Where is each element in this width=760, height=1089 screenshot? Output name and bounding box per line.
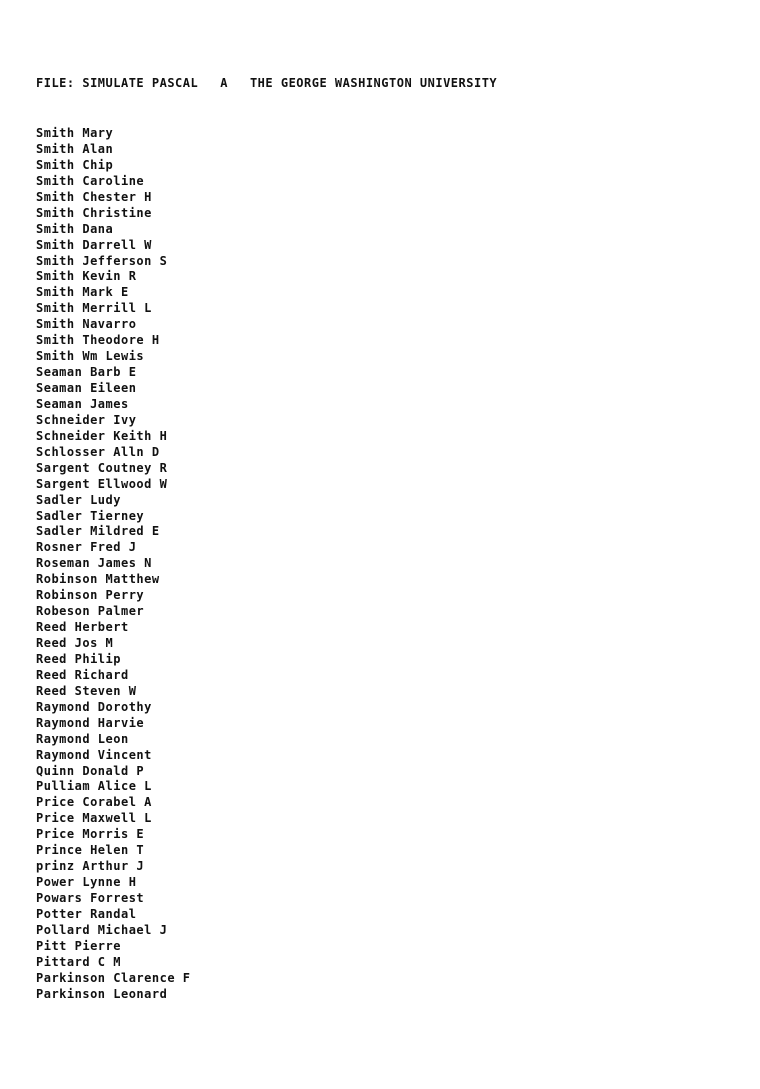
institution-name: THE GEORGE WASHINGTON UNIVERSITY bbox=[249, 76, 498, 90]
list-item: Reed Richard bbox=[36, 667, 129, 682]
list-item: Raymond Vincent bbox=[36, 747, 152, 762]
list-item: Potter Randal bbox=[36, 906, 137, 921]
list-item: Schneider Keith H bbox=[36, 428, 168, 443]
list-item: Parkinson Clarence F bbox=[36, 970, 191, 985]
list-item: Smith Mary bbox=[36, 126, 114, 140]
list-item: Sadler Ludy bbox=[36, 492, 121, 507]
list-item: Smith Chester H bbox=[36, 189, 152, 204]
list-item: Schneider Ivy bbox=[36, 412, 137, 427]
list-item: Quinn Donald P bbox=[36, 763, 145, 778]
file-label: FILE: SIMULATE PASCAL bbox=[36, 76, 199, 90]
list-item: Roseman James N bbox=[36, 556, 152, 571]
list-item: Smith Merrill L bbox=[36, 301, 152, 316]
list-item: Smith Dana bbox=[36, 221, 114, 236]
list-item: Raymond Leon bbox=[36, 731, 129, 746]
list-item: Robeson Palmer bbox=[36, 604, 145, 619]
list-item: Sadler Tierney bbox=[36, 508, 145, 523]
list-item: Robinson Matthew bbox=[36, 572, 160, 587]
list-item: Smith Mark E bbox=[36, 285, 129, 300]
list-item: Pollard Michael J bbox=[36, 922, 168, 937]
list-item: Reed Herbert bbox=[36, 620, 129, 635]
list-item: Smith Caroline bbox=[36, 173, 145, 188]
list-item: Smith Navarro bbox=[36, 317, 137, 332]
list-item: Raymond Harvie bbox=[36, 715, 145, 730]
list-item: Prince Helen T bbox=[36, 843, 145, 858]
list-item: Smith Alan bbox=[36, 141, 114, 156]
list-item: Smith Theodore H bbox=[36, 333, 160, 348]
list-item: Pulliam Alice L bbox=[36, 779, 152, 794]
list-item: Robinson Perry bbox=[36, 588, 145, 603]
list-item: Price Maxwell L bbox=[36, 811, 152, 826]
name-list bbox=[36, 126, 191, 1003]
list-item: Sadler Mildred E bbox=[36, 524, 160, 539]
list-item: Reed Jos M bbox=[36, 636, 114, 650]
list-item: Smith Wm Lewis bbox=[36, 349, 145, 364]
list-item: Smith Chip bbox=[36, 157, 114, 172]
file-mode: A bbox=[220, 76, 228, 90]
list-item: Smith Christine bbox=[36, 205, 152, 220]
list-item: Reed Steven W bbox=[36, 683, 137, 698]
list-item: Power Lynne H bbox=[36, 875, 137, 890]
list-item: Smith Kevin R bbox=[36, 269, 137, 284]
list-item: Powars Forrest bbox=[36, 891, 145, 905]
list-item: Parkinson Leonard bbox=[36, 986, 168, 1001]
list-item: Schlosser Alln D bbox=[36, 444, 160, 459]
list-item: Smith Jefferson S bbox=[36, 253, 168, 268]
list-item: Smith Darrell W bbox=[36, 237, 152, 252]
page-header bbox=[36, 76, 497, 90]
list-item: Sargent Coutney R bbox=[36, 460, 168, 475]
list-item: Sargent Ellwood W bbox=[36, 476, 168, 491]
list-item: Reed Philip bbox=[36, 651, 121, 666]
list-item: Price Corabel A bbox=[36, 795, 152, 810]
list-item: Raymond Dorothy bbox=[36, 699, 152, 714]
list-item: prinz Arthur J bbox=[36, 859, 145, 874]
list-item: Pitt Pierre bbox=[36, 938, 121, 953]
list-item: Seaman Barb E bbox=[36, 365, 137, 380]
list-item: Price Morris E bbox=[36, 827, 145, 842]
list-item: Rosner Fred J bbox=[36, 540, 137, 555]
list-item: Seaman James bbox=[36, 396, 129, 411]
list-item: Seaman Eileen bbox=[36, 381, 137, 395]
list-item: Pittard C M bbox=[36, 954, 121, 969]
